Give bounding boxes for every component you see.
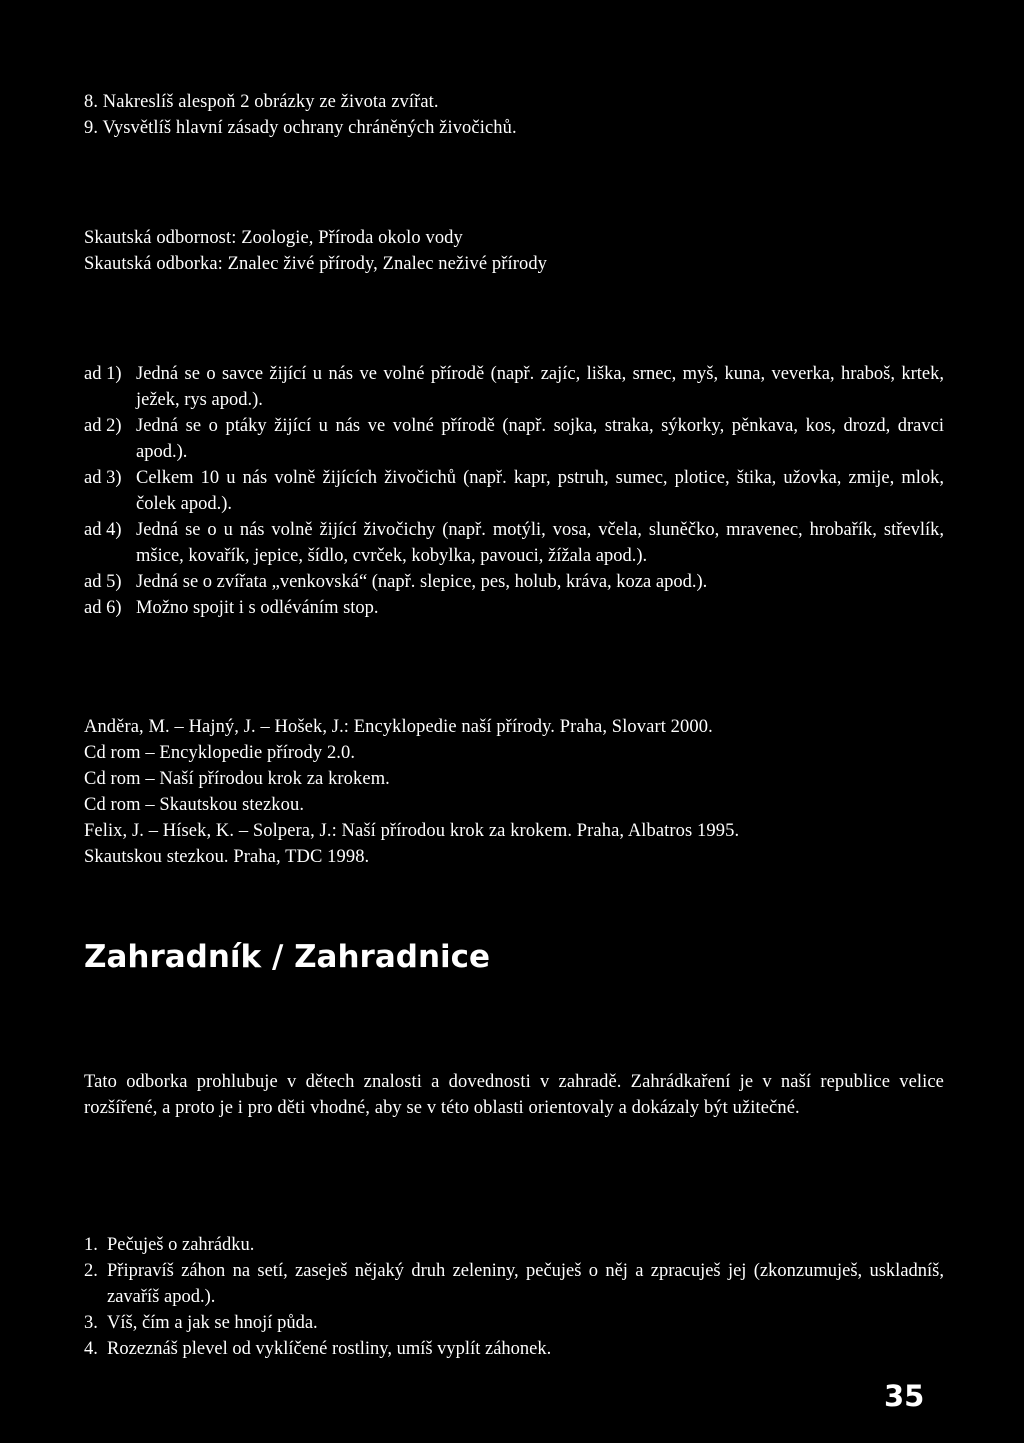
task-text: Víš, čím a jak se hnojí půda. (107, 1313, 318, 1333)
note-label: ad 4) (84, 520, 122, 540)
note-label: ad 6) (84, 598, 122, 618)
note-label: ad 5) (84, 572, 122, 592)
note-item (84, 413, 944, 465)
reference-item: Cd rom – Encyklopedie přírody 2.0. (84, 743, 356, 763)
note-label: ad 3) (84, 468, 122, 488)
task-item (84, 1310, 944, 1336)
intro-item: 9. Vysvětlíš hlavní zásady ochrany chráněných živočichů. (84, 118, 517, 138)
reference-item: Skautskou stezkou. Praha, TDC 1998. (84, 847, 370, 867)
note-item (84, 569, 944, 595)
reference-item: Cd rom – Naší přírodou krok za krokem. (84, 769, 390, 789)
note-label: ad 2) (84, 416, 122, 436)
note-text: Možno spojit i s odléváním stop. (136, 598, 379, 618)
reference-item: Anděra, M. – Hajný, J. – Hošek, J.: Encyklopedie naší přírody. Praha, Slovart 2000. (84, 717, 713, 737)
task-number: 1. (84, 1235, 98, 1255)
note-text: Jedná se o savce žijící u nás ve volné přírodě (např. zajíc, liška, srnec, myš, kuna, veverka, hraboš, krtek, ježek, rys apod.). (136, 364, 944, 410)
related-odbornost: Skautská odbornost: Zoologie, Příroda okolo vody (84, 228, 463, 248)
note-text: Jedná se o u nás volně žijící živočichy (např. motýli, vosa, včela, sluněčko, mravenec, hrobařík, střevlík, mšice, kovařík, jepice, šídlo, cvrček, kobylka, pavouci, žížala apod.). (136, 520, 944, 566)
task-item (84, 1258, 944, 1310)
task-text: Pečuješ o zahrádku. (107, 1235, 255, 1255)
section-intro (84, 1069, 944, 1121)
intro-list (84, 89, 944, 141)
task-number: 2. (84, 1261, 98, 1281)
section-title: Zahradník / Zahradnice (84, 939, 491, 975)
note-text: Celkem 10 u nás volně žijících živočichů (např. kapr, pstruh, sumec, plotice, štika, užovka, zmije, mlok, čolek apod.). (136, 468, 944, 514)
references-list (84, 714, 944, 870)
notes-list (84, 361, 944, 621)
section-intro-text: Tato odborka prohlubuje v dětech znalosti a dovednosti v zahradě. Zahrádkaření je v naší republice velice rozšířené, a proto je i pro děti vhodné, aby se v této oblasti orientovaly a dokázaly být užitečné. (84, 1072, 944, 1118)
note-item (84, 517, 944, 569)
note-item (84, 361, 944, 413)
note-item (84, 465, 944, 517)
task-item (84, 1336, 944, 1362)
related-odbornosti (84, 225, 944, 277)
task-item (84, 1232, 944, 1258)
task-text: Rozeznáš plevel od vyklíčené rostliny, umíš vyplít záhonek. (107, 1339, 552, 1359)
note-item (84, 595, 944, 621)
note-label: ad 1) (84, 364, 122, 384)
reference-item: Cd rom – Skautskou stezkou. (84, 795, 305, 815)
note-text: Jedná se o ptáky žijící u nás ve volné přírodě (např. sojka, straka, sýkorky, pěnkava, kos, drozd, dravci apod.). (136, 416, 944, 462)
intro-item: 8. Nakreslíš alespoň 2 obrázky ze života zvířat. (84, 92, 439, 112)
reference-item: Felix, J. – Hísek, K. – Solpera, J.: Naší přírodou krok za krokem. Praha, Albatros 1995. (84, 821, 740, 841)
task-text: Připravíš záhon na setí, zaseješ nějaký druh zeleniny, pečuješ o něj a zpracuješ jej (zkonzumuješ, uskladníš, zavaříš apod.). (107, 1261, 944, 1307)
page-number: 35 (884, 1379, 925, 1413)
note-text: Jedná se o zvířata „venkovská“ (např. slepice, pes, holub, kráva, koza apod.). (136, 572, 708, 592)
task-number: 4. (84, 1339, 98, 1359)
task-number: 3. (84, 1313, 98, 1333)
related-odborka: Skautská odborka: Znalec živé přírody, Znalec neživé přírody (84, 254, 548, 274)
task-list (84, 1232, 944, 1362)
